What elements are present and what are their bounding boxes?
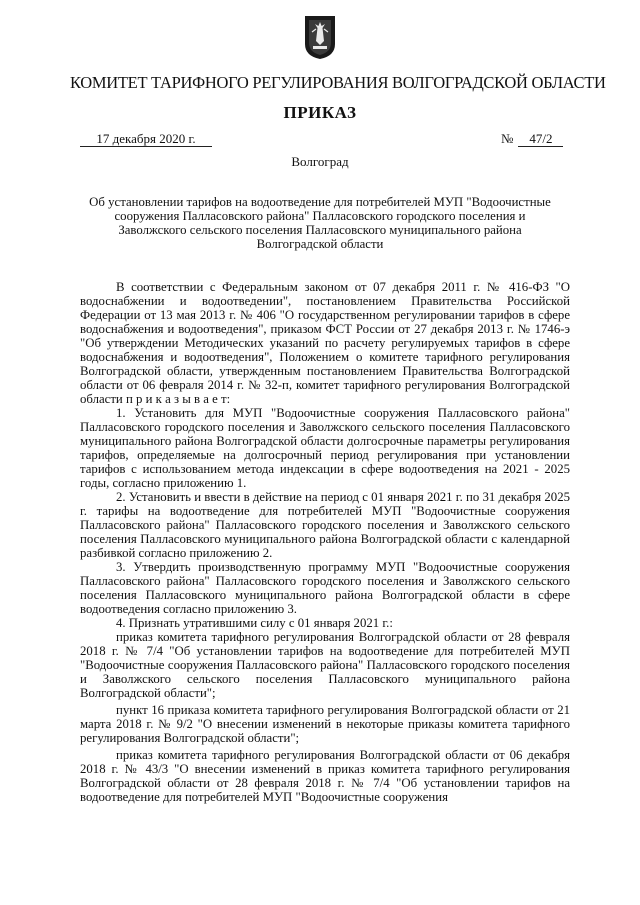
order-number: [501, 132, 563, 147]
clause-4: 4. Признать утратившими силу с 01 января 2021 г.:: [116, 616, 393, 630]
preamble-paragraph: В соответствии с Федеральным законом от 07 декабря 2011 г. № 416-ФЗ "О водоснабжении и водоотведении", постановлением Правительства Российской Федерации от 13 мая 2013 г. № 406 "О государственном регулировании тарифов в сфере водоснабжения и водоотведения", приказом ФСТ России от 27 декабря 2013 г. № 1746-э "Об утверждении Методических указаний по расчету регулируемых тарифов в сфере водоснабжения и водоотведения", Положением о комитете тарифного регулирования Волгоградской области, утвержденным постановлением Правительства Волгоградской области от 06 февраля 2014 г. № 32-п, комитет тарифного регулирования Волгоградской области п р и к а з ы в а е т:: [80, 280, 570, 406]
clause-3: 3. Утвердить производственную программу МУП "Водоочистные сооружения Палласовского района" Палласовского городского поселения и Заволжского сельского поселения Палласовского муниципального района Волгоградской области в сфере водоотведения согласно приложению 3.: [80, 560, 570, 616]
order-date: 17 декабря 2020 г.: [80, 132, 212, 147]
number-sign: №: [501, 131, 514, 146]
volgograd-coat-of-arms-icon: [303, 14, 337, 60]
clause-4-item-1: приказ комитета тарифного регулирования Волгоградской области от 28 февраля 2018 г. № 7/4 "Об установлении тарифов на водоотведение для потребителей МУП "Водоочистные сооружения Палласовского района" Палласовского городского поселения и Заволжского сельского поселения Палласовского муниципального района Волгоградской области";: [80, 630, 570, 700]
order-number-value: 47/2: [518, 132, 563, 147]
order-subject: Об установлении тарифов на водоотведение для потребителей МУП "Водоочистные сооружения Палласовского района" Палласовского городского поселения и Заволжского сельского поселения Палласовского муниципального района Волгоградской области: [89, 195, 551, 251]
order-body: [80, 280, 570, 804]
clause-4-item-3: приказ комитета тарифного регулирования Волгоградской области от 06 декабря 2018 г. № 43/3 "О внесении изменений в приказ комитета тарифного регулирования Волгоградской области от 28 февраля 2018 г. № 7/4 "Об установлении тарифов на водоотведение для потребителей МУП "Водоочистные сооружения: [80, 748, 570, 804]
clause-1: 1. Установить для МУП "Водоочистные сооружения Палласовского района" Палласовского городского поселения и Заволжского сельского поселения Палласовского муниципального района Волгоградской области долгосрочные параметры регулирования тарифов, определяемые на долгосрочный период регулирования при установлении тарифов с использованием метода индексации в сфере водоотведения на 2021 - 2025 годы, согласно приложению 1.: [80, 406, 570, 490]
committee-name: КОМИТЕТ ТАРИФНОГО РЕГУЛИРОВАНИЯ ВОЛГОГРАДСКОЙ ОБЛАСТИ: [70, 73, 606, 92]
clause-2: 2. Установить и ввести в действие на период с 01 января 2021 г. по 31 декабря 2025 г. тарифы на водоотведение для потребителей МУП "Водоочистные сооружения Палласовского района" Палласовского городского поселения и Заволжского сельского поселения Палласовского муниципального района Волгоградской области с календарной разбивкой согласно приложению 2.: [80, 490, 570, 560]
order-title: ПРИКАЗ: [283, 103, 357, 122]
city: Волгоград: [291, 154, 349, 169]
clause-4-item-2: пункт 16 приказа комитета тарифного регулирования Волгоградской области от 21 марта 2018 г. № 9/2 "О внесении изменений в некоторые приказы комитета тарифного регулирования Волгоградской области";: [80, 703, 570, 745]
